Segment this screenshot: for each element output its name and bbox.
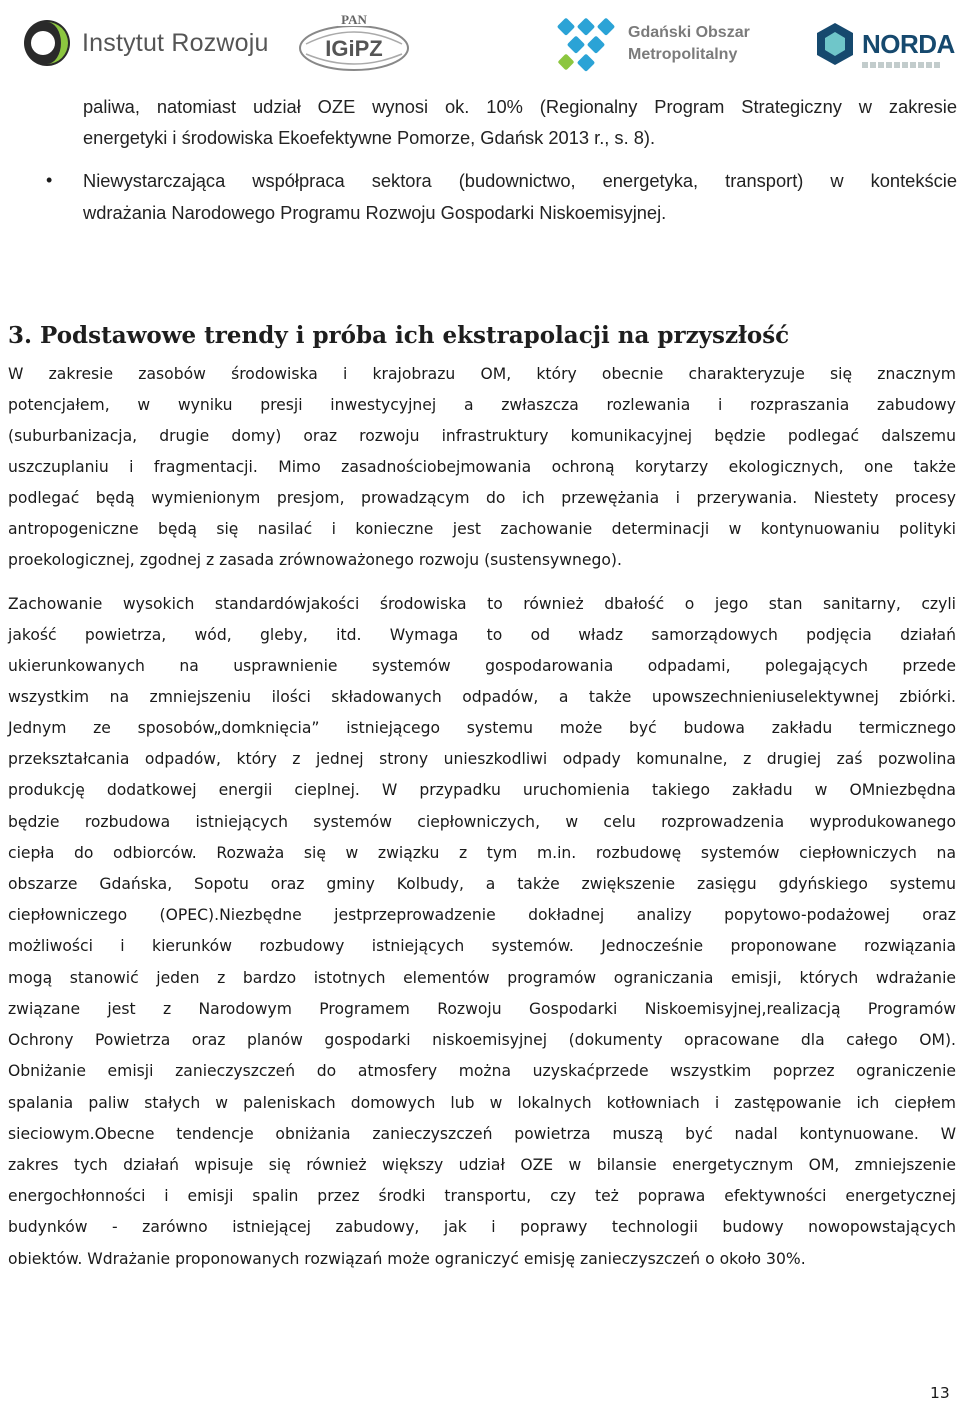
paragraph-line: uszczuplaniu i fragmentacji. Mimo zasadnościobejmowania ochroną korytarzy ekologicznych, one także [8, 458, 956, 476]
paragraph-line: będzie rozbudowa istniejących systemów ciepłowniczych, w celu rozprowadzenia wyprodukowanego [8, 813, 956, 831]
section-heading: 3. Podstawowe trendy i próba ich ekstrapolacji na przyszłość [8, 322, 790, 349]
paragraph-line: W zakresie zasobów środowiska i krajobrazu OM, który obecnie charakteryzuje się znacznym [8, 365, 956, 383]
paragraph-line: możliwości i kierunków rozbudowy istniejących systemów. Jednocześnie proponowane rozwiązania [8, 937, 956, 955]
bullet-line-1: Niewystarczająca współpraca sektora (budownictwo, energetyka, transport) w kontekście [83, 170, 957, 191]
gdanski-obszar-metropolitalny-logo [556, 14, 750, 74]
norda-logo [814, 18, 955, 70]
paragraph-line: przekształcania odpadów, który z jednej strony unieszkodliwi odpady komunalne, z drugiej zaś pozwolina [8, 750, 956, 768]
paragraph-line: (suburbanizacja, drugie domy) oraz rozwoju infrastruktury komunikacyjnej będzie podlegać dalszemu [8, 427, 956, 445]
gom-line2: Metropolitalny [628, 46, 738, 63]
gom-emblem-icon [556, 14, 618, 74]
paragraph-line: proekologicznej, zgodnej z zasada zrównoważonego rozwoju (sustensywnego). [8, 551, 622, 569]
paragraph-line: obiektów. Wdrażanie proponowanych rozwiązań może ograniczyć emisję zanieczyszczeń o około 30%. [8, 1250, 806, 1268]
paragraph-line: obszarze Gdańska, Sopotu oraz gminy Kolbudy, a także zwiększenie zasięgu gdyńskiego systemu [8, 875, 956, 893]
paragraph-line: spalania paliw stałych w paleniskach domowych lub w lokalnych kotłowniach i zastępowanie ich ciepłem [8, 1094, 956, 1112]
norda-subtitle-decoration [862, 62, 942, 68]
paragraph-line: Zachowanie wysokich standardówjakości środowiska to również dbałość o jego stan sanitarny, czyli [8, 595, 956, 613]
pan-label: PAN [341, 12, 367, 27]
paragraph-line: antropogeniczne będą się nasilać i konieczne jest zachowanie determinacji w kontynuowaniu polityki [8, 520, 956, 538]
bullet-symbol: • [46, 170, 53, 190]
paragraph-line: jakość powietrza, wód, gleby, itd. Wymaga to od władz samorządowych podjęcia działań [8, 626, 956, 644]
instytut-rozwoju-logo [22, 18, 269, 68]
instytut-rozwoju-emblem-icon [22, 18, 72, 68]
paragraph-line: produkcję dodatkowej energii cieplnej. W przypadku uruchomienia takiego zakładu w OMniezbędna [8, 781, 956, 799]
paragraph-line: związane jest z Narodowym Programem Rozwoju Gospodarki Niskoemisyjnej,realizacją Programów [8, 1000, 956, 1018]
norda-logo-text: NORDA [862, 28, 955, 59]
bullet-line-2: wdrażania Narodowego Programu Rozwoju Gospodarki Niskoemisyjnej. [83, 202, 667, 223]
paragraph-line: mogą stanowić jeden z bardzo istotnych elementów programów ograniczania emisji, których wdrażanie [8, 969, 956, 987]
paragraph-line: sieciowym.Obecne tendencje obniżania zanieczyszczeń powietrza muszą być nadal kontynuowane. W [8, 1125, 956, 1143]
paragraph-line: Obniżanie emisji zanieczyszczeń do atmosfery można uzyskaćprzede wszystkim poprzez ograniczenie [8, 1062, 956, 1080]
paragraph-line: ciepłowniczego (OPEC).Niezbędne jestprzeprowadzenie dokładnej analizy popytowo-podażowej oraz [8, 906, 956, 924]
paragraph-line: wszystkim na zmniejszeniu ilości składowanych odpadów, a także upowszechnieniuselektywnej zbiórki. [8, 688, 956, 706]
norda-emblem-icon [814, 21, 856, 67]
page-header [0, 0, 960, 90]
paragraph-line: potencjałem, w wyniku presji inwestycyjnej a zwłaszcza rozlewania i rozpraszania zabudowy [8, 396, 956, 414]
paragraph-line: energochłonności i emisji spalin przez środki transportu, czy też poprawa efektywności energetycznej [8, 1187, 956, 1205]
paragraph-line: ukierunkowanych na usprawnienie systemów gospodarowania odpadami, polegających przede [8, 657, 956, 675]
pan-igipz-logo [296, 10, 412, 74]
paragraph-line: podlegać będą wymienionym presjom, prowadzącym do ich przewężania i przerywania. Niestety procesy [8, 489, 956, 507]
igipz-label: IGiPZ [325, 36, 383, 61]
paragraph-line: ciepła do odbiorców. Rozważa się w związku z tym m.in. rozbudowę systemów ciepłowniczych na [8, 844, 956, 862]
intro-line-1: paliwa, natomiast udział OZE wynosi ok. 10% (Regionalny Program Strategiczny w zakresie [83, 96, 957, 117]
paragraph-line: budynków - zarówno istniejącej zabudowy, jak i poprawy technologii budowy nowopowstających [8, 1218, 956, 1236]
paragraph-line: Ochrony Powietrza oraz planów gospodarki niskoemisyjnej (dokumenty opracowane dla całego OM). [8, 1031, 956, 1049]
intro-line-2: energetyki i środowiska Ekoefektywne Pomorze, Gdańsk 2013 r., s. 8). [83, 127, 656, 148]
instytut-rozwoju-logo-text: Instytut Rozwoju [82, 28, 269, 57]
paragraph-line: zakres tych działań wpisuje się również większy udział OZE w bilansie energetycznym OM, zmniejszenie [8, 1156, 956, 1174]
page-number: 13 [930, 1384, 950, 1402]
gom-line1: Gdański Obszar [628, 24, 750, 41]
paragraph-line: Jednym ze sposobów„domknięcia” istniejącego systemu może być budowa zakładu termicznego [8, 719, 956, 737]
